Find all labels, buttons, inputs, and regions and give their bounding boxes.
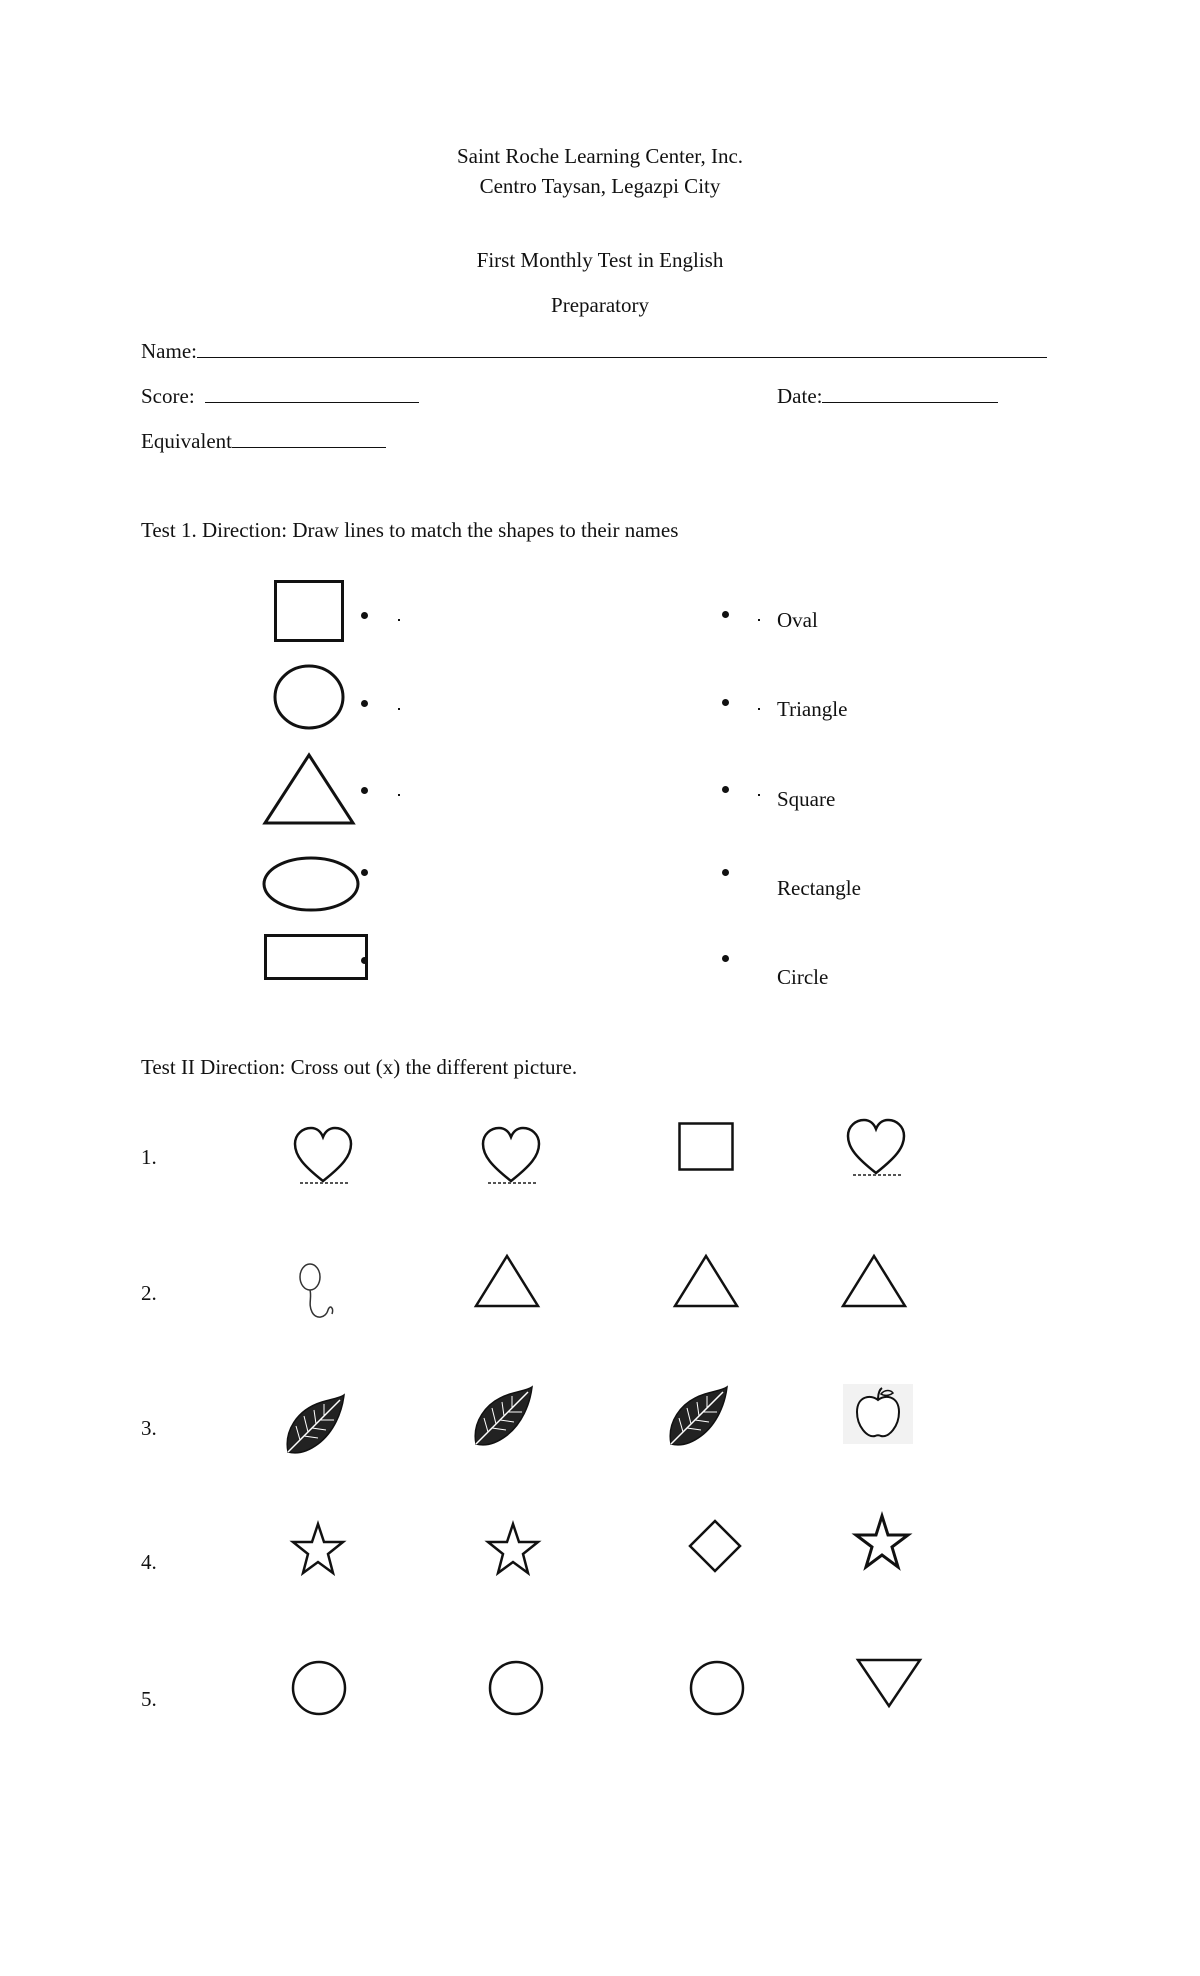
mark-dot <box>758 708 760 710</box>
triangle-icon[interactable] <box>841 1254 907 1308</box>
mark-dot <box>758 794 760 796</box>
heart-icon[interactable] <box>292 1126 354 1188</box>
match-dot-left-5[interactable] <box>361 957 368 964</box>
circle-shape-icon <box>273 664 345 730</box>
match-dot-right-5[interactable] <box>722 955 729 962</box>
test1-direction: Test 1. Direction: Draw lines to match the shapes to their names <box>141 518 679 542</box>
oval-shape-icon <box>262 856 360 912</box>
row-number-1: 1. <box>141 1145 157 1169</box>
triangle-icon[interactable] <box>474 1254 540 1308</box>
score-label: Score: <box>141 384 195 408</box>
equivalent-label: Equivalent <box>141 429 232 453</box>
match-dot-right-2[interactable] <box>722 699 729 706</box>
school-address: Centro Taysan, Legazpi City <box>479 174 721 198</box>
test2-direction: Test II Direction: Cross out (x) the different picture. <box>141 1055 578 1079</box>
test-title: First Monthly Test in English <box>476 248 724 272</box>
match-dot-right-1[interactable] <box>722 611 729 618</box>
row-number-2: 2. <box>141 1281 157 1305</box>
date-label: Date: <box>777 384 823 408</box>
shape-name-circle: Circle <box>777 965 829 989</box>
date-blank[interactable] <box>822 382 998 403</box>
shape-name-oval: Oval <box>777 608 818 632</box>
circle-icon[interactable] <box>689 1660 745 1716</box>
shape-name-square: Square <box>777 787 836 811</box>
inverted-triangle-icon[interactable] <box>856 1658 922 1708</box>
triangle-icon[interactable] <box>673 1254 739 1308</box>
square-shape-icon <box>274 580 344 642</box>
heart-icon[interactable] <box>845 1118 907 1180</box>
row-number-4: 4. <box>141 1550 157 1574</box>
match-dot-left-4[interactable] <box>361 869 368 876</box>
grade-level: Preparatory <box>551 293 649 317</box>
star-icon[interactable] <box>290 1522 346 1576</box>
mark-dot <box>398 794 400 796</box>
star-icon[interactable] <box>853 1514 911 1570</box>
shape-name-triangle: Triangle <box>777 697 848 721</box>
name-field[interactable] <box>141 337 1047 364</box>
score-blank[interactable] <box>205 382 419 403</box>
shape-name-rectangle: Rectangle <box>777 876 861 900</box>
row-number-3: 3. <box>141 1416 157 1440</box>
score-field[interactable] <box>141 382 419 409</box>
school-name: Saint Roche Learning Center, Inc. <box>456 144 744 168</box>
match-dot-right-3[interactable] <box>722 786 729 793</box>
circle-icon[interactable] <box>291 1660 347 1716</box>
diamond-icon[interactable] <box>688 1519 742 1573</box>
equivalent-field[interactable] <box>141 427 386 454</box>
rectangle-shape-icon <box>264 934 368 980</box>
name-label: Name: <box>141 339 197 363</box>
match-dot-left-1[interactable] <box>361 612 368 619</box>
name-blank[interactable] <box>197 337 1047 358</box>
star-icon[interactable] <box>485 1522 541 1576</box>
match-dot-left-2[interactable] <box>361 700 368 707</box>
triangle-shape-icon <box>263 753 355 825</box>
equivalent-blank[interactable] <box>232 427 386 448</box>
square-icon[interactable] <box>678 1122 734 1172</box>
heart-icon[interactable] <box>480 1126 542 1188</box>
mark-dot <box>758 619 760 621</box>
circle-icon[interactable] <box>488 1660 544 1716</box>
match-dot-left-3[interactable] <box>361 787 368 794</box>
date-field[interactable] <box>777 382 998 409</box>
leaf-icon[interactable] <box>282 1392 348 1458</box>
mark-dot <box>398 708 400 710</box>
leaf-icon[interactable] <box>470 1384 536 1450</box>
balloon-icon[interactable] <box>296 1262 346 1332</box>
mark-dot <box>398 619 400 621</box>
match-dot-right-4[interactable] <box>722 869 729 876</box>
apple-icon[interactable] <box>843 1384 913 1444</box>
row-number-5: 5. <box>141 1687 157 1711</box>
leaf-icon[interactable] <box>665 1384 731 1450</box>
